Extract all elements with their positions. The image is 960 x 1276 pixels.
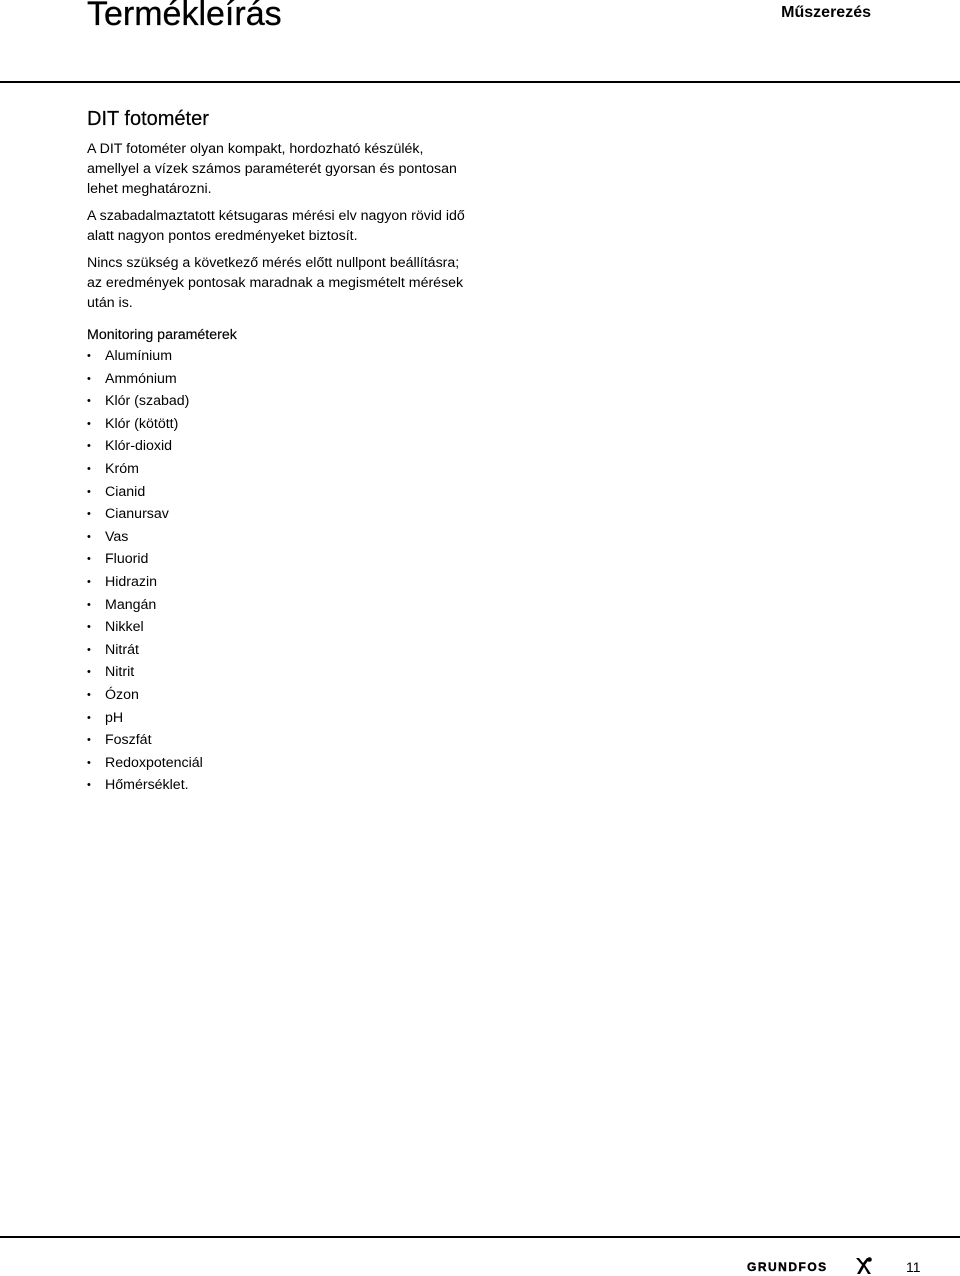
list-item-label: Vas [105, 528, 129, 545]
list-item-label: Foszfát [105, 732, 152, 749]
logo-wordmark: GRUNDFOS [747, 1260, 828, 1274]
list-item-label: Hidrazin [105, 573, 158, 590]
bullet-icon: • [87, 779, 91, 792]
list-item-label: Króm [105, 460, 139, 477]
bullet-icon: • [87, 598, 91, 611]
list-item-label: Klór (kötött) [105, 415, 179, 432]
bullet-icon: • [87, 734, 91, 747]
bullet-icon: • [87, 756, 91, 769]
parameters-list [87, 345, 487, 797]
list-item-label: Redoxpotenciál [105, 754, 203, 771]
paragraph-principle: A szabadalmaztatott kétsugaras mérési elv nagyon rövid idő alatt nagyon pontos eredményeket biztosít. [87, 208, 465, 244]
list-item [87, 368, 487, 391]
bullet-icon: • [87, 711, 91, 724]
product-heading: DIT fotométer [87, 108, 209, 130]
grundfos-logo [747, 1256, 874, 1276]
list-item-label: Alumínium [105, 348, 173, 364]
page-number: 11 [906, 1259, 921, 1275]
footer-divider [0, 1236, 960, 1238]
list-item [87, 616, 487, 639]
bullet-icon: • [87, 395, 91, 408]
list-item [87, 435, 487, 458]
bullet-icon: • [87, 372, 91, 385]
section-label: Műszerezés [781, 4, 871, 21]
grundfos-man-icon [853, 1256, 873, 1276]
list-item [87, 707, 487, 730]
bullet-icon: • [87, 688, 91, 701]
list-item-label: Nitrit [105, 664, 135, 681]
list-item [87, 661, 487, 684]
list-item [87, 345, 487, 368]
list-item [87, 526, 487, 549]
parameters-heading: Monitoring paraméterek [87, 327, 237, 343]
paragraph-zeroing: Nincs szükség a következő mérés előtt nullpont beállításra; az eredmények pontosak maradnak a megismételt mérések után is. [87, 255, 464, 311]
list-item-label: Ammónium [105, 370, 177, 387]
bullet-icon: • [87, 553, 91, 566]
bullet-icon: • [87, 417, 91, 430]
bullet-icon: • [87, 575, 91, 588]
list-item-label: Nitrát [105, 641, 139, 658]
main-content [87, 106, 487, 797]
paragraph-intro: A DIT fotométer olyan kompakt, hordozható készülék, amellyel a vízek számos paraméterét gyorsan és pontosan lehet meghatározni. [87, 141, 457, 197]
list-item [87, 639, 487, 662]
list-item [87, 458, 487, 481]
bullet-icon: • [87, 666, 91, 679]
bullet-icon: • [87, 508, 91, 521]
list-item-label: Klór-dioxid [105, 438, 173, 455]
bullet-icon: • [87, 643, 91, 656]
list-item [87, 481, 487, 504]
list-item-label: Klór (szabad) [105, 393, 190, 410]
list-item [87, 684, 487, 707]
bullet-icon: • [87, 621, 91, 634]
bullet-icon: • [87, 485, 91, 498]
list-item [87, 774, 487, 797]
list-item [87, 503, 487, 526]
list-item-label: pH [105, 709, 124, 726]
list-item-label: Mangán [105, 596, 157, 613]
list-item-label: Fluorid [105, 551, 149, 568]
list-item [87, 752, 487, 775]
list-item-label: Cianursav [105, 506, 169, 523]
list-item [87, 594, 487, 617]
bullet-icon: • [87, 530, 91, 543]
bullet-icon: • [87, 440, 91, 453]
bullet-icon: • [87, 462, 91, 475]
list-item-label: Ózon [105, 686, 139, 703]
list-item [87, 548, 487, 571]
list-item [87, 729, 487, 752]
page-title: Termékleírás [87, 0, 282, 33]
header-divider [0, 81, 960, 83]
list-item-label: Hőmérséklet. [105, 777, 189, 794]
list-item [87, 390, 487, 413]
list-item [87, 571, 487, 594]
list-item [87, 413, 487, 436]
list-item-label: Cianid [105, 483, 146, 500]
bullet-icon: • [87, 350, 91, 362]
list-item-label: Nikkel [105, 619, 144, 636]
